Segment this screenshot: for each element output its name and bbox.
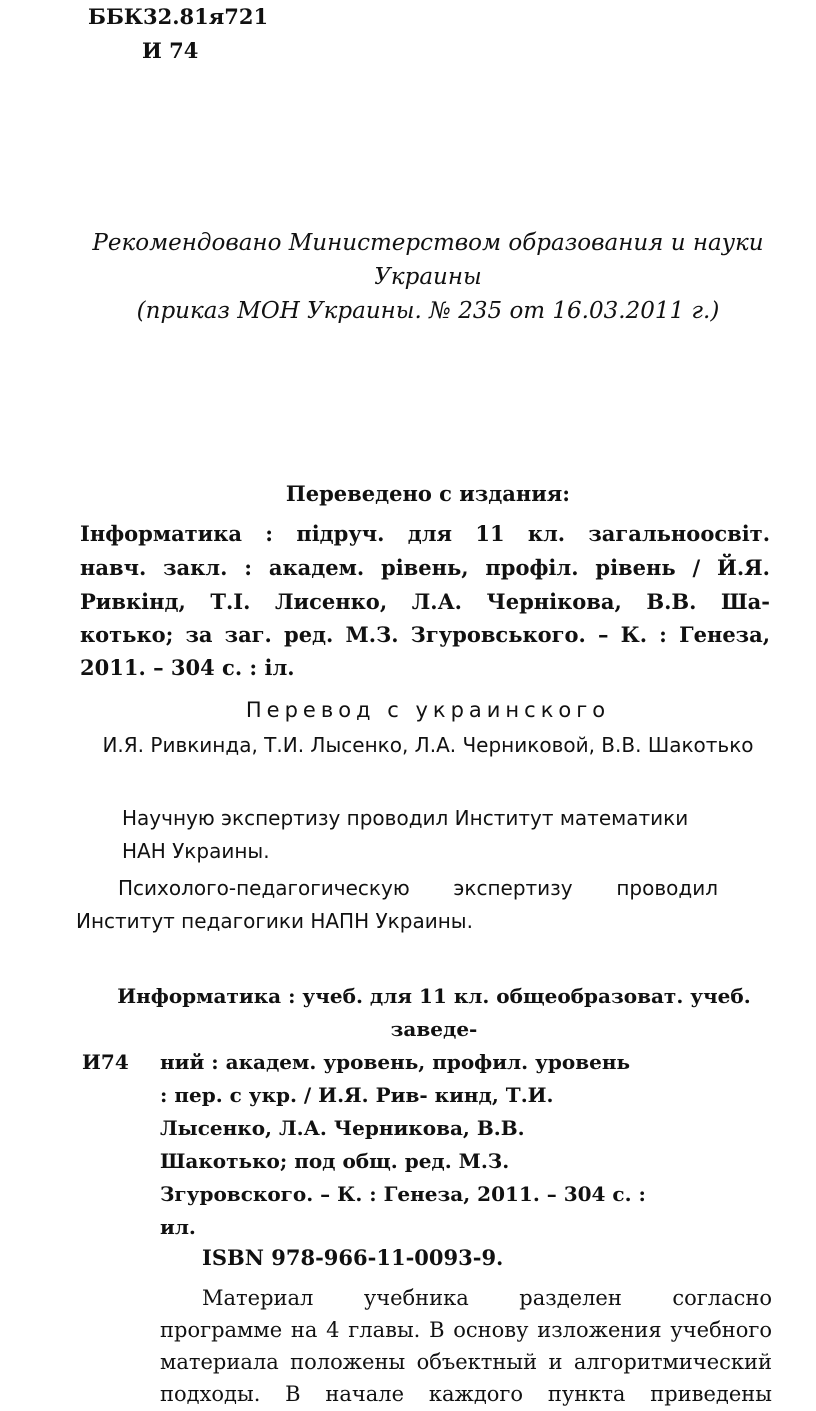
catalog-entry-line: : пер. с укр. / И.Я. Рив- кинд, Т.И.: [160, 1083, 554, 1107]
source-edition-line: котько; за заг. ред. М.З. Згуровського. – К. : Генеза,: [80, 622, 770, 647]
description-line: материала положены объектный и алгоритмический: [160, 1350, 772, 1374]
order-reference: (приказ МОН Украины. № 235 от 16.03.2011 г.): [136, 298, 720, 324]
description-line: Материал учебника разделен согласно: [202, 1286, 772, 1310]
catalog-entry-line: Згуровского. – К. : Генеза, 2011. – 304 с. :: [160, 1182, 646, 1206]
recommendation-line: Украины: [374, 264, 482, 290]
author-index: И 74: [142, 38, 199, 63]
pedagogical-expertise: Институт педагогики НАПН Украины.: [76, 909, 473, 933]
recommendation-line: Рекомендовано Министерством образования и науки: [92, 230, 764, 256]
pedagogical-expertise: Психолого-педагогическую экспертизу проводил: [118, 876, 718, 900]
source-edition-line: Ривкінд, Т.І. Лисенко, Л.А. Чернікова, В.В. Ша-: [80, 589, 770, 614]
catalog-entry-line: Шакотько; под общ. ред. М.З.: [160, 1149, 510, 1173]
bbk-code: ББК32.81я721: [88, 4, 269, 29]
scientific-expertise: Научную экспертизу проводил Институт математики: [122, 806, 689, 830]
translated-from-heading: Переведено с издания:: [285, 481, 571, 506]
catalog-entry-line: заведе-: [390, 1017, 478, 1041]
catalog-entry-line: ний : академ. уровень, профил. уровень: [160, 1050, 631, 1074]
translators: И.Я. Ривкинда, Т.И. Лысенко, Л.А. Черниковой, В.В. Шакотько: [102, 733, 754, 757]
source-edition-line: Інформатика : підруч. для 11 кл. загальноосвіт.: [80, 521, 770, 546]
source-edition-line: 2011. – 304 с. : іл.: [80, 655, 295, 680]
catalog-index: И74: [82, 1050, 129, 1074]
description-line: подходы. В начале каждого пункта приведены: [160, 1382, 772, 1406]
description-line: программе на 4 главы. В основу изложения учебного: [160, 1318, 772, 1342]
translation-label: Перевод с украинского: [245, 698, 611, 722]
catalog-entry-line: Информатика : учеб. для 11 кл. общеобразоват. учеб.: [117, 984, 751, 1008]
catalog-entry-line: ил.: [160, 1215, 196, 1239]
scientific-expertise: НАН Украины.: [122, 839, 270, 863]
isbn: ISBN 978-966-11-0093-9.: [202, 1245, 504, 1270]
source-edition-line: навч. закл. : академ. рівень, профіл. рівень / Й.Я.: [80, 555, 770, 580]
recommendation-block: [60, 226, 796, 328]
catalog-entry-line: Лысенко, Л.А. Черникова, В.В.: [160, 1116, 525, 1140]
